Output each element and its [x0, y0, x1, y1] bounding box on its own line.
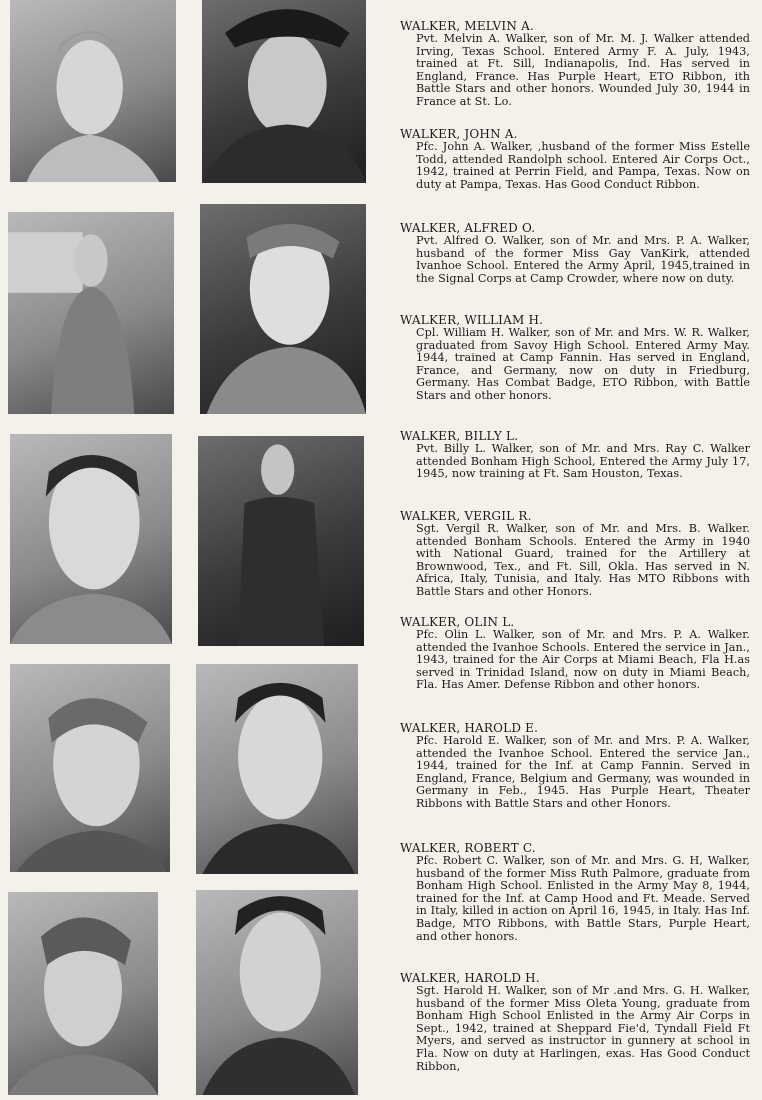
entry-name: WALKER, OLIN L.	[400, 615, 515, 629]
entry-olin-walker	[400, 616, 750, 692]
entry-john-walker	[400, 128, 750, 191]
entry-name: WALKER, JOHN A.	[400, 127, 518, 141]
portrait-harold-e-walker	[196, 664, 358, 874]
portrait-alfred-walker	[8, 212, 174, 414]
entry-billy-walker	[400, 430, 750, 481]
entry-vergil-walker	[400, 510, 750, 599]
portrait-vergil-walker	[198, 436, 364, 646]
portrait-melvin-walker	[10, 0, 176, 182]
entry-bio: Pvt. Melvin A. Walker, son of Mr. M. J. Walker attended Irving, Texas School. Entered Army F. A. July, 1943, trained at Ft. Sill, Indianapolis, Ind. Has served in England, France. Has Purple Heart, ETO Ribbon, ith Battle Stars and other honors. Wounded July 30, 1944 in France at St. Lo.	[416, 32, 750, 108]
entry-robert-walker	[400, 842, 750, 943]
portrait-harold-h-walker	[196, 890, 358, 1095]
portrait-olin-walker	[10, 664, 170, 872]
entry-bio: Pfc. Harold E. Walker, son of Mr. and Mrs. P. A. Walker, attended the Ivanhoe School. Entered the service Jan., 1944, trained for the Inf. at Camp Fannin. Served in England, France, Belgium and Germany, was wounded in Germany in Feb., 1945. Has Purple Heart, Theater Ribbons with Battle Stars and other Honors.	[416, 734, 750, 810]
entry-bio: Pfc. Robert C. Walker, son of Mr. and Mrs. G. H, Walker, husband of the former Miss Ruth Palmore, graduate from Bonham High School. Enlisted in the Army May 8, 1944, trained for the Inf. at Camp Hood and Ft. Meade. Served in Italy, killed in action on April 16, 1945, in Italy. Has Inf. Badge, MTO Ribbons, with Battle Stars, Purple Heart, and other honors.	[416, 854, 750, 943]
entry-alfred-walker	[400, 222, 750, 285]
portrait-billy-walker	[10, 434, 172, 644]
entry-name: WALKER, WILLIAM H.	[400, 313, 544, 327]
entry-name: WALKER, ALFRED O.	[400, 221, 536, 235]
entry-harold-e-walker	[400, 722, 750, 811]
entry-william-walker	[400, 314, 750, 403]
portrait-john-walker	[202, 0, 366, 183]
entry-bio: Pfc. John A. Walker, ,husband of the former Miss Estelle Todd, attended Randolph school. Entered Air Corps Oct., 1942, trained at Perrin Field, and Pampa, Texas. Now on duty at Pampa, Texas. Has Good Conduct Ribbon.	[416, 140, 750, 191]
entry-bio: Pvt. Billy L. Walker, son of Mr. and Mrs. Ray C. Walker attended Bonham High School, Entered the Army July 17, 1945, now training at Ft. Sam Houston, Texas.	[416, 442, 750, 481]
entry-name: WALKER, ROBERT C.	[400, 841, 536, 855]
entry-bio: Sgt. Vergil R. Walker, son of Mr. and Mrs. B. Walker. attended Bonham Schools. Entered the Army in 1940 with National Guard, trained for the Artillery at Brownwood, Tex., and Ft. Sill, Okla. Has served in N. Africa, Italy, Tunisia, and Italy. Has MTO Ribbons with Battle Stars and other Honors.	[416, 522, 750, 598]
entry-bio: Pvt. Alfred O. Walker, son of Mr. and Mrs. P. A. Walker, husband of the former Miss Gay VanKirk, attended Ivanhoe School. Entered the Army April, 1945,trained in the Signal Corps at Camp Crowder, where now on duty.	[416, 234, 750, 285]
entry-bio: Sgt. Harold H. Walker, son of Mr .and Mrs. G. H. Walker, husband of the former Miss Oleta Young, graduate from Bonham High School Enlisted in the Army Air Corps in Sept., 1942, trained at Sheppard Fie'd, Tyndall Field Ft Myers, and served as instructor in gunnery at school in Fla. Now on duty at Harlingen, exas. Has Good Conduct Ribbon,	[416, 984, 750, 1073]
entry-harold-h-walker	[400, 972, 750, 1073]
portrait-robert-walker	[8, 892, 158, 1095]
entry-name: WALKER, VERGIL R.	[400, 509, 532, 523]
entry-bio: Pfc. Olin L. Walker, son of Mr. and Mrs. P. A. Walker. attended the Ivanhoe Schools. Entered the service in Jan., 1943, trained for the Air Corps at Miami Beach, Fla H.as served in Trinidad Island, now on duty in Miami Beach, Fla. Has Amer. Defense Ribbon and other honors.	[416, 628, 750, 692]
portrait-william-walker	[200, 204, 366, 414]
entry-melvin-walker	[400, 20, 750, 109]
entry-name: WALKER, BILLY L.	[400, 429, 519, 443]
entry-name: WALKER, MELVIN A.	[400, 19, 534, 33]
entry-name: WALKER, HAROLD H.	[400, 971, 540, 985]
entry-bio: Cpl. William H. Walker, son of Mr. and Mrs. W. R. Walker, graduated from Savoy High School. Entered Army May. 1944, trained at Camp Fannin. Has served in England, France, and Germany, now on duty in Friedburg, Germany. Has Combat Badge, ETO Ribbon, with Battle Stars and other honors.	[416, 326, 750, 402]
entry-name: WALKER, HAROLD E.	[400, 721, 539, 735]
